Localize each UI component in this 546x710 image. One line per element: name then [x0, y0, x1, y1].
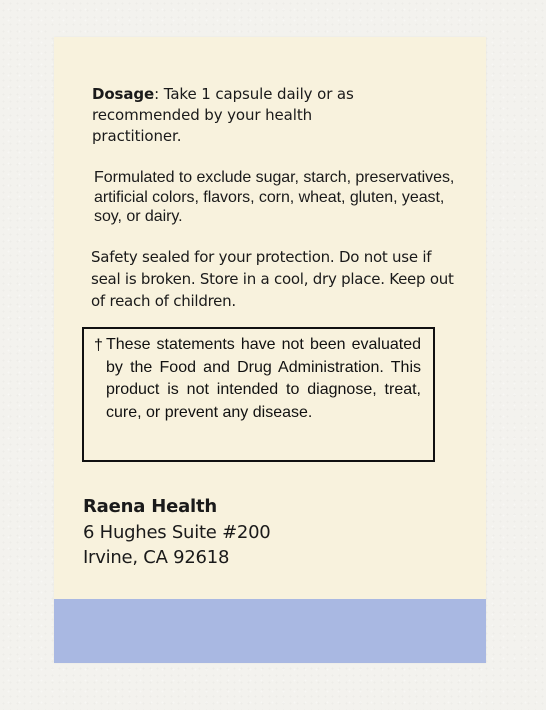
dagger-symbol: † [94, 337, 103, 354]
fda-disclaimer-box [82, 327, 435, 462]
company-name: Raena Health [83, 496, 218, 517]
accent-color-bar [54, 599, 486, 663]
fda-disclaimer-text: These statements have not been evaluated by the Food and Drug Administration. This product is not intended to diagnose, treat, cure, or prevent any disease. [106, 336, 421, 421]
address-line-1: 6 Hughes Suite #200 [83, 522, 271, 543]
product-label-panel [54, 37, 486, 663]
dosage-text: : Take 1 capsule daily or as recommended by your health practitioner. [92, 85, 354, 145]
dosage-instructions [92, 84, 377, 147]
formulation-statement: Formulated to exclude sugar, starch, preservatives, artificial colors, flavors, corn, wheat, gluten, yeast, soy, or dairy. [94, 169, 455, 225]
company-address [83, 520, 271, 570]
address-line-2: Irvine, CA 92618 [83, 547, 230, 568]
dosage-heading: Dosage [92, 85, 155, 103]
safety-statement: Safety sealed for your protection. Do not use if seal is broken. Store in a cool, dry place. Keep out of reach of children. [91, 248, 454, 310]
